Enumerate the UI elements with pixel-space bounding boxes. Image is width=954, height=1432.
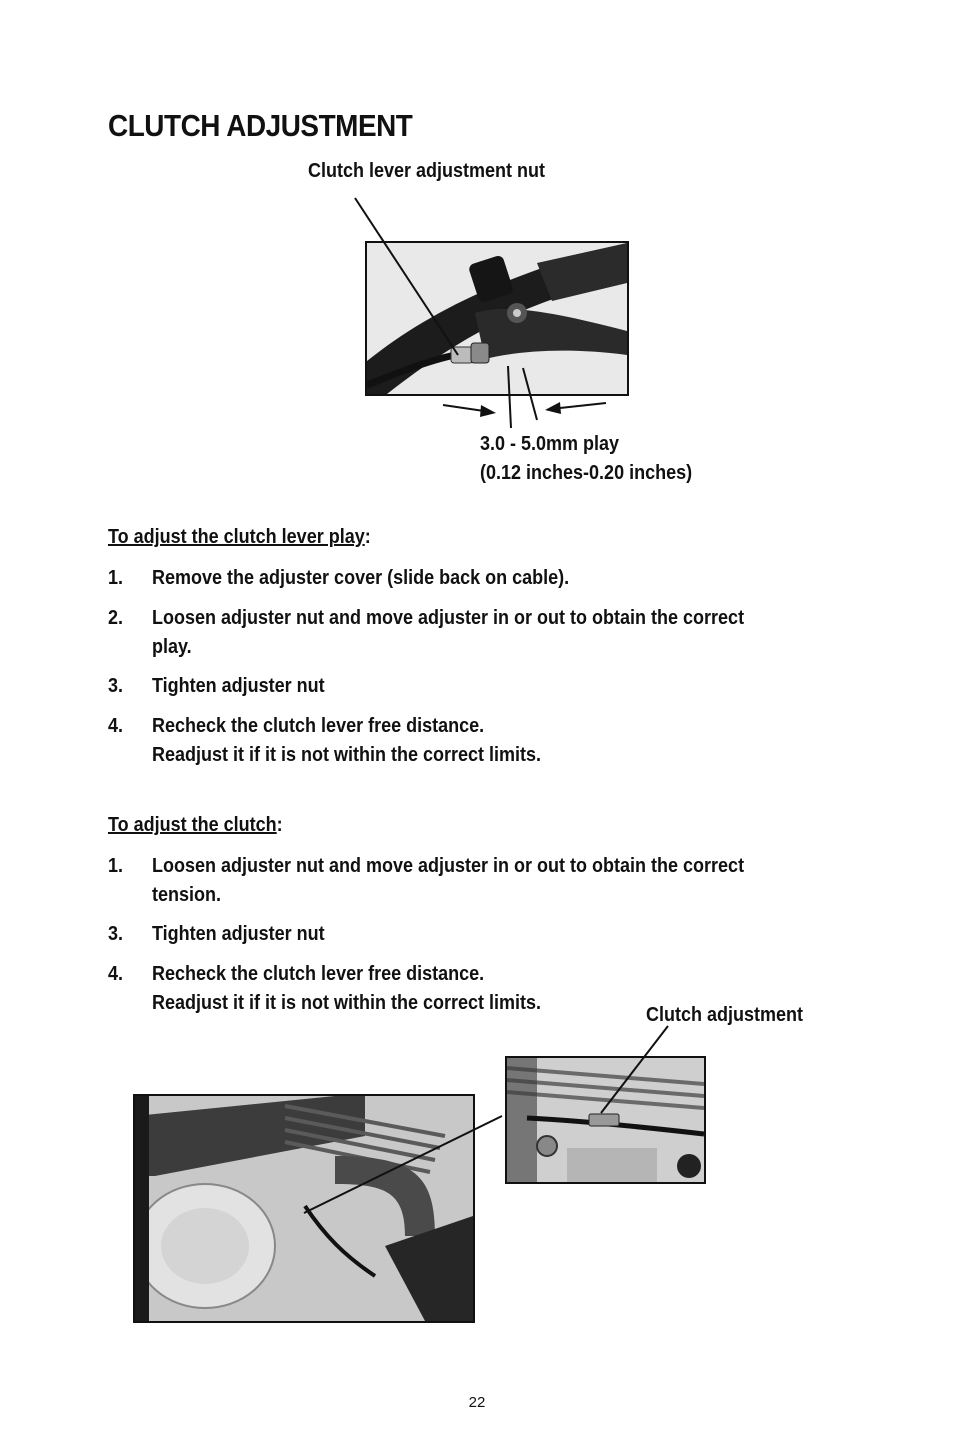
list-item: [108, 852, 828, 912]
lever-play-heading: To adjust the clutch lever play:: [108, 526, 371, 548]
clutch-heading: To adjust the clutch:: [108, 814, 283, 836]
step-number: 4.: [108, 715, 124, 737]
step-number: 1.: [108, 567, 124, 589]
list-item: [108, 712, 828, 772]
play-spec-line1: 3.0 - 5.0mm play: [480, 433, 620, 455]
step-text-continued: Readjust it if it is not within the correct limits.: [152, 992, 542, 1014]
page-title: CLUTCH ADJUSTMENT: [108, 108, 413, 143]
step-text-continued: play.: [152, 636, 192, 658]
list-item: [108, 920, 828, 950]
page-number: 22: [468, 1394, 486, 1411]
step-number: 4.: [108, 963, 124, 985]
play-spec-line2: (0.12 inches-0.20 inches): [480, 462, 693, 484]
step-text: Remove the adjuster cover (slide back on cable).: [152, 567, 570, 589]
step-text: Recheck the clutch lever free distance.: [152, 963, 485, 985]
step-text: Tighten adjuster nut: [152, 923, 325, 945]
clutch-heading-text: To adjust the clutch: [108, 814, 277, 836]
clutch-figure-annotations: [0, 1000, 954, 1230]
list-item: [108, 672, 828, 702]
lever-nut-callout-label: Clutch lever adjustment nut: [308, 160, 546, 182]
step-number: 2.: [108, 607, 124, 629]
step-text-continued: Readjust it if it is not within the correct limits.: [152, 744, 542, 766]
step-number: 1.: [108, 855, 124, 877]
step-text: Tighten adjuster nut: [152, 675, 325, 697]
step-text-continued: tension.: [152, 884, 222, 906]
step-number: 3.: [108, 923, 124, 945]
lever-figure-annotations: [0, 0, 954, 520]
clutch-adjustment-callout-label: Clutch adjustment: [646, 1004, 804, 1026]
lever-play-heading-text: To adjust the clutch lever play: [108, 526, 365, 548]
list-item: [108, 564, 828, 594]
step-text: Loosen adjuster nut and move adjuster in or out to obtain the correct: [152, 607, 745, 629]
step-text: Recheck the clutch lever free distance.: [152, 715, 485, 737]
step-text: Loosen adjuster nut and move adjuster in or out to obtain the correct: [152, 855, 745, 877]
list-item: [108, 604, 828, 664]
step-number: 3.: [108, 675, 124, 697]
